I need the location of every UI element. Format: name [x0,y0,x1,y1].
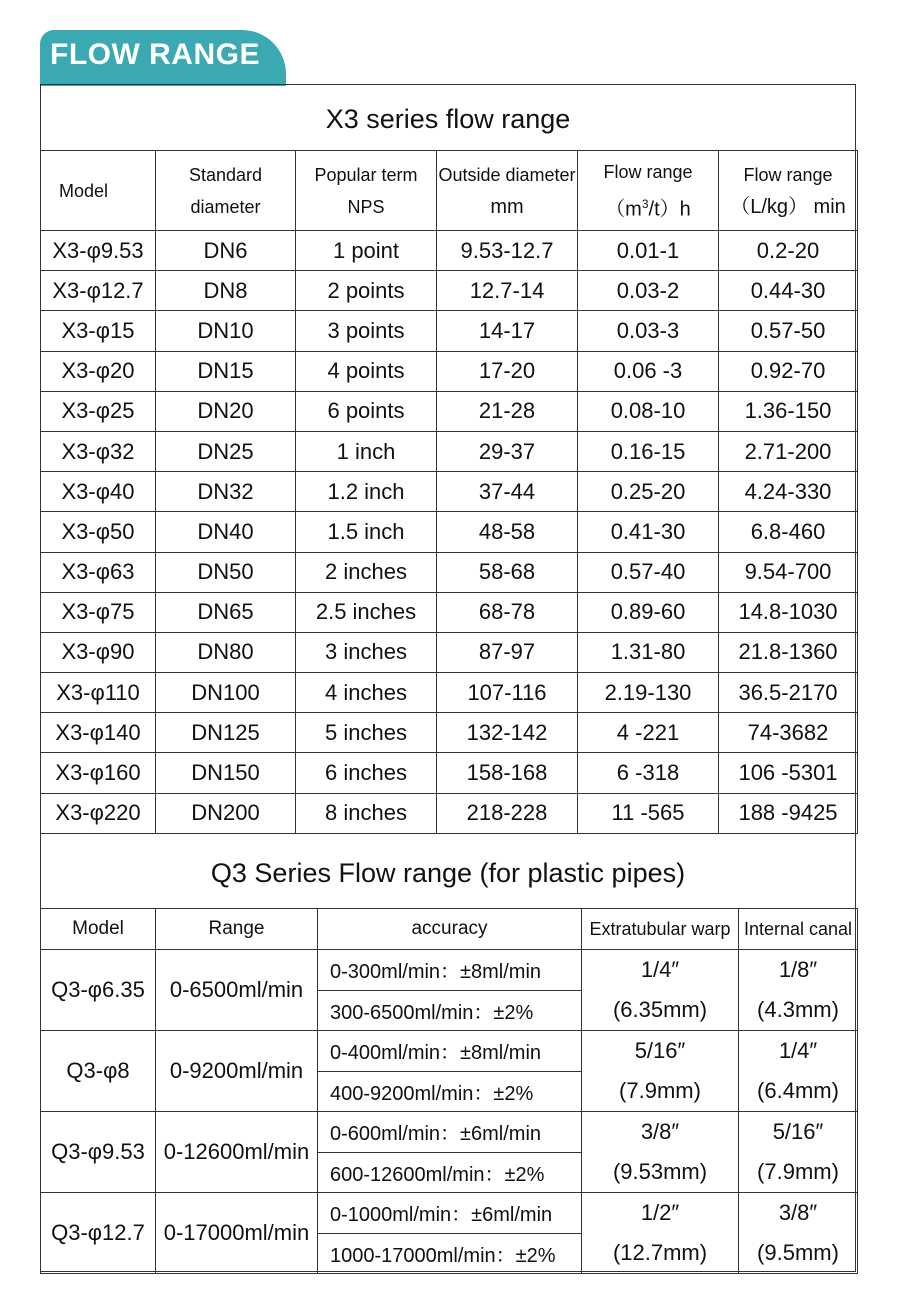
x3-dn-cell: DN20 [156,391,296,431]
q3-model-cell: Q3-φ12.7 [41,1193,156,1274]
x3-dn-cell: DN100 [156,673,296,713]
x3-model-cell: X3-φ140 [41,713,156,753]
x3-flow-m3h-cell: 0.16-15 [578,431,719,471]
table-row [41,431,858,471]
x3-dn-cell: DN200 [156,793,296,833]
q3-extratubular-cell [582,1193,739,1274]
q3-table-title: Q3 Series Flow range (for plastic pipes) [210,858,686,888]
x3-nps-cell: 2.5 inches [296,592,437,632]
q3-header-internal: Internal canal [739,909,858,950]
q3-flow-table [40,908,858,1274]
x3-model-cell: X3-φ110 [41,673,156,713]
x3-flow-m3h-cell: 0.89-60 [578,592,719,632]
x3-nps-cell: 3 points [296,311,437,351]
q3-accuracy-cell: 300-6500ml/min：±2% [318,990,582,1031]
x3-model-cell: X3-φ40 [41,472,156,512]
table-row [41,753,858,793]
x3-header-standard [156,151,296,231]
x3-nps-cell: 5 inches [296,713,437,753]
x3-flow-lmin-cell: 21.8-1360 [719,632,858,672]
banner-title: FLOW RANGE [50,38,260,71]
x3-flow-m3h-cell: 1.31-80 [578,632,719,672]
x3-model-cell: X3-φ12.7 [41,271,156,311]
x3-header-flow-m3h-line2 [578,188,718,226]
x3-od-cell: 87-97 [437,632,578,672]
x3-flow-m3h-cell: 11 -565 [578,793,719,833]
q3-extratubular-inch: 1/4″ [640,957,680,982]
x3-header-standard-line2: diameter [190,196,261,217]
q3-accuracy-cell: 600-12600ml/min：±2% [318,1152,582,1193]
x3-dn-cell: DN8 [156,271,296,311]
q3-extratubular-mm: (7.9mm) [619,1078,701,1103]
q3-header-accuracy: accuracy [318,909,582,950]
x3-flow-m3h-cell: 0.01-1 [578,231,719,271]
q3-model-cell: Q3-φ8 [41,1031,156,1112]
x3-od-cell: 132-142 [437,713,578,753]
x3-nps-cell: 4 points [296,351,437,391]
x3-header-flow-m3h-unit-a: （m [605,198,642,221]
q3-internal-cell [739,1112,858,1193]
q3-extratubular-inch: 5/16″ [634,1038,686,1063]
x3-dn-cell: DN65 [156,592,296,632]
x3-od-cell: 107-116 [437,673,578,713]
q3-internal-mm: (4.3mm) [757,997,839,1022]
q3-accuracy-cell: 400-9200ml/min：±2% [318,1071,582,1112]
x3-header-flow-lmin [719,151,858,231]
x3-flow-m3h-cell: 0.08-10 [578,391,719,431]
q3-internal-mm: (9.5mm) [757,1240,839,1265]
table-row [41,311,858,351]
x3-model-cell: X3-φ220 [41,793,156,833]
x3-od-cell: 9.53-12.7 [437,231,578,271]
x3-dn-cell: DN25 [156,431,296,471]
x3-header-flow-m3h-sup: 3 [641,196,649,211]
x3-dn-cell: DN50 [156,552,296,592]
x3-table-title: X3 series flow range [325,104,571,134]
x3-od-cell: 48-58 [437,512,578,552]
x3-model-cell: X3-φ20 [41,351,156,391]
q3-extratubular-inch: 3/8″ [640,1119,680,1144]
x3-nps-cell: 1.5 inch [296,512,437,552]
x3-dn-cell: DN40 [156,512,296,552]
x3-header-outside-line1: Outside diameter [438,164,576,185]
x3-flow-lmin-cell: 6.8-460 [719,512,858,552]
x3-od-cell: 37-44 [437,472,578,512]
q3-internal-mm: (7.9mm) [757,1159,839,1184]
table-row [41,1031,858,1072]
x3-nps-cell: 6 points [296,391,437,431]
x3-nps-cell: 3 inches [296,632,437,672]
q3-accuracy-cell: 0-300ml/min：±8ml/min [318,950,582,991]
x3-flow-m3h-cell: 0.57-40 [578,552,719,592]
x3-flow-m3h-cell: 0.25-20 [578,472,719,512]
x3-header-popular-line2: NPS [347,196,385,217]
x3-flow-lmin-cell: 0.57-50 [719,311,858,351]
x3-header-standard-line1: Standard [188,164,263,185]
q3-internal-inch: 1/4″ [778,1038,818,1063]
x3-model-cell: X3-φ75 [41,592,156,632]
q3-range-cell: 0-12600ml/min [156,1112,318,1193]
x3-flow-m3h-cell: 6 -318 [578,753,719,793]
x3-od-cell: 21-28 [437,391,578,431]
q3-internal-inch: 5/16″ [772,1119,824,1144]
x3-nps-cell: 1 point [296,231,437,271]
section-banner [40,30,286,86]
q3-header-range: Range [156,909,318,950]
q3-internal-inch: 3/8″ [778,1200,818,1225]
x3-flow-lmin-cell: 14.8-1030 [719,592,858,632]
x3-header-popular-line1: Popular term [314,164,418,185]
x3-header-outside-line2: mm [490,195,524,218]
x3-od-cell: 14-17 [437,311,578,351]
table-row [41,391,858,431]
x3-flow-m3h-cell: 2.19-130 [578,673,719,713]
q3-range-cell: 0-17000ml/min [156,1193,318,1274]
x3-model-cell: X3-φ32 [41,431,156,471]
table-row [41,552,858,592]
x3-flow-m3h-cell: 0.06 -3 [578,351,719,391]
q3-extratubular-mm: (6.35mm) [612,997,708,1022]
x3-nps-cell: 2 inches [296,552,437,592]
q3-accuracy-cell: 0-600ml/min：±6ml/min [318,1112,582,1153]
q3-extratubular-mm: (9.53mm) [612,1159,708,1184]
x3-nps-cell: 4 inches [296,673,437,713]
x3-dn-cell: DN32 [156,472,296,512]
q3-internal-cell [739,1193,858,1274]
table-row [41,673,858,713]
q3-extratubular-cell [582,1031,739,1112]
table-row [41,351,858,391]
x3-flow-lmin-cell: 2.71-200 [719,431,858,471]
x3-dn-cell: DN10 [156,311,296,351]
x3-header-flow-lmin-line1: Flow range [743,164,833,185]
x3-nps-cell: 2 points [296,271,437,311]
x3-header-flow-m3h-unit-b: /t）h [648,198,691,221]
table-row [41,512,858,552]
table-row [41,231,858,271]
x3-od-cell: 58-68 [437,552,578,592]
x3-dn-cell: DN150 [156,753,296,793]
x3-dn-cell: DN6 [156,231,296,271]
x3-model-cell: X3-φ50 [41,512,156,552]
x3-flow-lmin-cell: 9.54-700 [719,552,858,592]
x3-od-cell: 218-228 [437,793,578,833]
q3-header-extratubular: Extratubular warp [582,909,739,950]
x3-nps-cell: 8 inches [296,793,437,833]
x3-nps-cell: 1.2 inch [296,472,437,512]
q3-extratubular-cell [582,950,739,1031]
x3-header-row [41,151,858,231]
table-row [41,1112,858,1153]
x3-flow-lmin-cell: 36.5-2170 [719,673,858,713]
q3-header-row [41,909,858,950]
q3-internal-mm: (6.4mm) [757,1078,839,1103]
x3-flow-lmin-cell: 74-3682 [719,713,858,753]
x3-flow-m3h-cell: 0.41-30 [578,512,719,552]
x3-model-cell: X3-φ9.53 [41,231,156,271]
x3-flow-lmin-cell: 188 -9425 [719,793,858,833]
table-row [41,271,858,311]
x3-nps-cell: 6 inches [296,753,437,793]
x3-flow-m3h-cell: 0.03-2 [578,271,719,311]
x3-header-flow-m3h [578,151,719,231]
x3-flow-lmin-cell: 106 -5301 [719,753,858,793]
x3-model-cell: X3-φ63 [41,552,156,592]
q3-internal-cell [739,950,858,1031]
table-row [41,793,858,833]
table-row [41,1193,858,1234]
x3-model-cell: X3-φ15 [41,311,156,351]
x3-flow-lmin-cell: 1.36-150 [719,391,858,431]
x3-nps-cell: 1 inch [296,431,437,471]
x3-header-popular [296,151,437,231]
x3-dn-cell: DN80 [156,632,296,672]
x3-od-cell: 68-78 [437,592,578,632]
q3-range-cell: 0-9200ml/min [156,1031,318,1112]
x3-flow-m3h-cell: 4 -221 [578,713,719,753]
x3-flow-lmin-cell: 0.2-20 [719,231,858,271]
x3-od-cell: 17-20 [437,351,578,391]
x3-model-cell: X3-φ90 [41,632,156,672]
x3-header-flow-lmin-line2: （L/kg） min [730,195,846,218]
x3-header-flow-m3h-line1: Flow range [603,161,693,182]
table-row [41,592,858,632]
x3-model-cell: X3-φ25 [41,391,156,431]
q3-accuracy-cell: 0-1000ml/min：±6ml/min [318,1193,582,1234]
x3-od-cell: 12.7-14 [437,271,578,311]
q3-extratubular-inch: 1/2″ [640,1200,680,1225]
q3-accuracy-cell: 1000-17000ml/min：±2% [318,1233,582,1274]
x3-od-cell: 29-37 [437,431,578,471]
q3-model-cell: Q3-φ9.53 [41,1112,156,1193]
table-row [41,632,858,672]
table-row [41,713,858,753]
x3-header-model: Model [41,151,156,231]
table-row [41,472,858,512]
x3-flow-lmin-cell: 0.44-30 [719,271,858,311]
q3-header-model: Model [41,909,156,950]
q3-accuracy-cell: 0-400ml/min：±8ml/min [318,1031,582,1072]
q3-internal-inch: 1/8″ [778,957,818,982]
q3-model-cell: Q3-φ6.35 [41,950,156,1031]
x3-flow-lmin-cell: 0.92-70 [719,351,858,391]
q3-range-cell: 0-6500ml/min [156,950,318,1031]
x3-flow-table [40,150,858,834]
x3-header-outside [437,151,578,231]
q3-extratubular-cell [582,1112,739,1193]
table-row [41,950,858,991]
x3-dn-cell: DN125 [156,713,296,753]
x3-flow-m3h-cell: 0.03-3 [578,311,719,351]
q3-extratubular-mm: (12.7mm) [612,1240,708,1265]
x3-dn-cell: DN15 [156,351,296,391]
x3-model-cell: X3-φ160 [41,753,156,793]
x3-od-cell: 158-168 [437,753,578,793]
x3-flow-lmin-cell: 4.24-330 [719,472,858,512]
q3-internal-cell [739,1031,858,1112]
